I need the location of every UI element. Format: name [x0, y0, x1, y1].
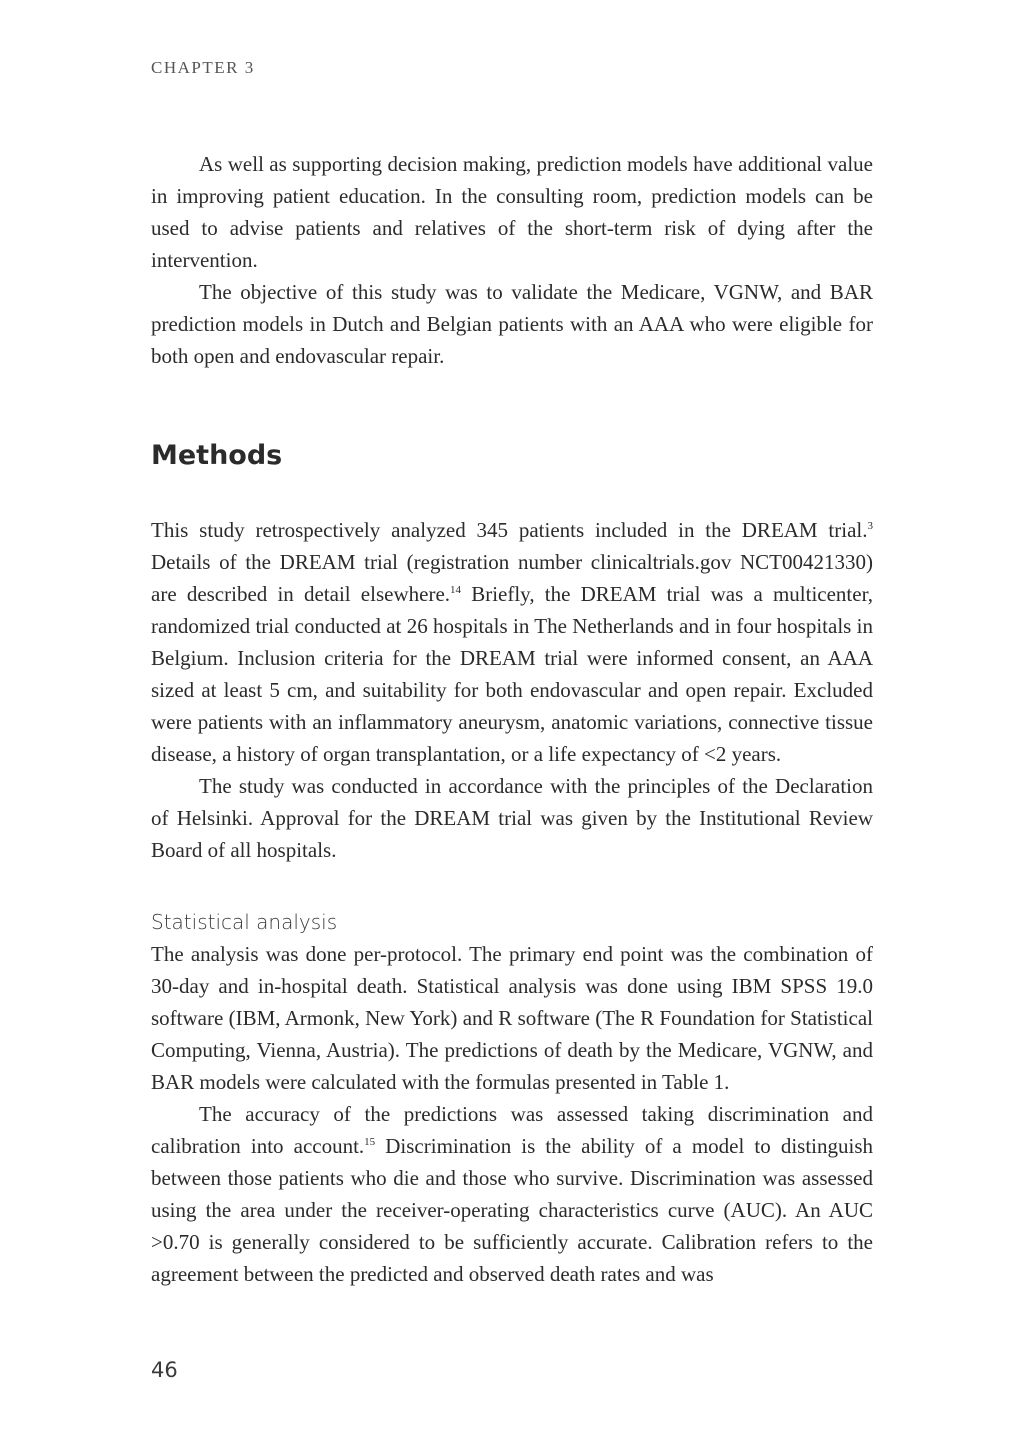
statistical-analysis-paragraph-2-text-b: Discrimination is the ability of a model to distinguish between those patients who die and those who survive. Discrimination was assessed using the area under the receiver-operating characteristics curve (AUC). An AUC >0.70 is generally considered to be sufficiently accurate. Calibration refers to the agreement between the predicted and observed death rates and was — [151, 1134, 873, 1286]
statistical-analysis-paragraph-2 — [151, 1098, 873, 1290]
methods-paragraph-1-text-a: This study retrospectively analyzed 345 patients included in the DREAM trial. — [151, 518, 868, 542]
statistical-analysis-heading: Statistical analysis — [151, 910, 338, 934]
reference-14: 14 — [450, 584, 462, 596]
methods-paragraph-1-text-b: Details of the DREAM trial (registration number clinicaltrials.gov NCT00421330) are described in detail elsewhere. — [151, 550, 873, 606]
reference-3: 3 — [867, 520, 873, 532]
page-body — [151, 148, 873, 1290]
methods-paragraph-1-text-c: Briefly, the DREAM trial was a multicenter, randomized trial conducted at 26 hospitals in The Netherlands and in four hospitals in Belgium. Inclusion criteria for the DREAM trial were informed consent, an AAA sized at least 5 cm, and suitability for both endovascular and open repair. Excluded were patients with an inflammatory aneurysm, anatomic variations, connective tissue disease, a history of organ transplantation, or a life expectancy of <2 years. — [151, 582, 873, 766]
methods-paragraph-1 — [151, 514, 873, 770]
statistical-analysis-paragraph-2-text-a: The accuracy of the predictions was assessed taking discrimination and calibration into account. — [151, 1102, 873, 1158]
running-head: CHAPTER 3 — [151, 58, 255, 77]
statistical-analysis-paragraph-1: The analysis was done per-protocol. The primary end point was the combination of 30-day and in-hospital death. Statistical analysis was done using IBM SPSS 19.0 software (IBM, Armonk, New York) and R software (The R Foundation for Statistical Computing, Vienna, Austria). The predictions of death by the Medicare, VGNW, and BAR models were calculated with the formulas presented in Table 1. — [151, 942, 873, 1094]
intro-paragraph-1: As well as supporting decision making, prediction models have additional value in improving patient education. In the consulting room, prediction models can be used to advise patients and relatives of the short-term risk of dying after the intervention. — [151, 152, 873, 272]
methods-paragraph-2: The study was conducted in accordance with the principles of the Declaration of Helsinki. Approval for the DREAM trial was given by the Institutional Review Board of all hospitals. — [151, 774, 873, 862]
intro-paragraph-2: The objective of this study was to validate the Medicare, VGNW, and BAR prediction models in Dutch and Belgian patients with an AAA who were eligible for both open and endovascular repair. — [151, 280, 873, 368]
methods-heading: Methods — [151, 440, 283, 471]
page-number: 46 — [151, 1358, 178, 1382]
reference-15: 15 — [364, 1136, 376, 1148]
